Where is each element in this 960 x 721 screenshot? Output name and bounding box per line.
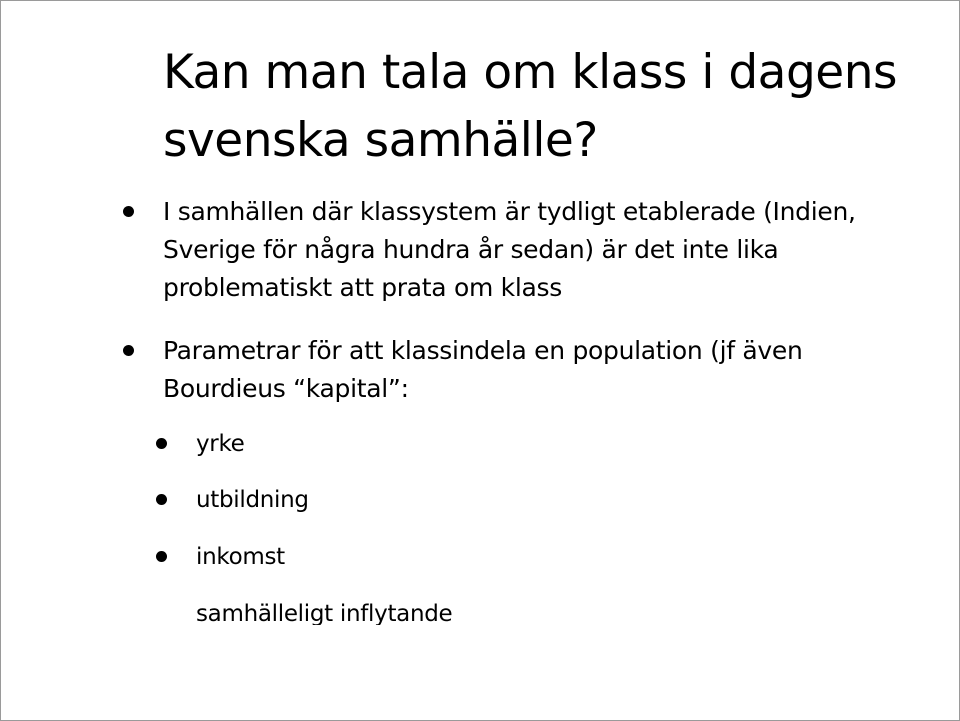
bullet-dot-icon	[156, 438, 167, 449]
sub-bullet-item	[196, 429, 796, 459]
sub-bullet-item	[196, 542, 796, 572]
sub-bullet-text: yrke	[196, 431, 245, 457]
bullet-text: I samhällen där klassystem är tydligt etablerade (Indien, Sverige för några hundra år sedan) är det inte lika problematiskt att prata om klass	[163, 197, 856, 302]
slide-title: Kan man tala om klass i dagens svenska samhälle?	[163, 45, 897, 168]
bullet-text: Parametrar för att klassindela en population (jf även Bourdieus “kapital”:	[163, 336, 803, 403]
sub-bullet-text: utbildning	[196, 487, 309, 513]
bullet-dot-icon	[123, 345, 134, 356]
sub-bullet-text: inkomst	[196, 544, 285, 570]
bullet-dot-icon	[156, 551, 167, 562]
sub-bullet-text: samhälleligt inflytande	[196, 601, 453, 625]
sub-bullet-item	[196, 599, 796, 625]
bullet-item	[163, 193, 863, 307]
bullet-list	[1, 1, 959, 720]
bullet-item	[163, 332, 863, 408]
bullet-dot-icon	[123, 206, 134, 217]
bullet-dot-icon	[156, 494, 167, 505]
sub-bullet-item	[196, 485, 796, 515]
